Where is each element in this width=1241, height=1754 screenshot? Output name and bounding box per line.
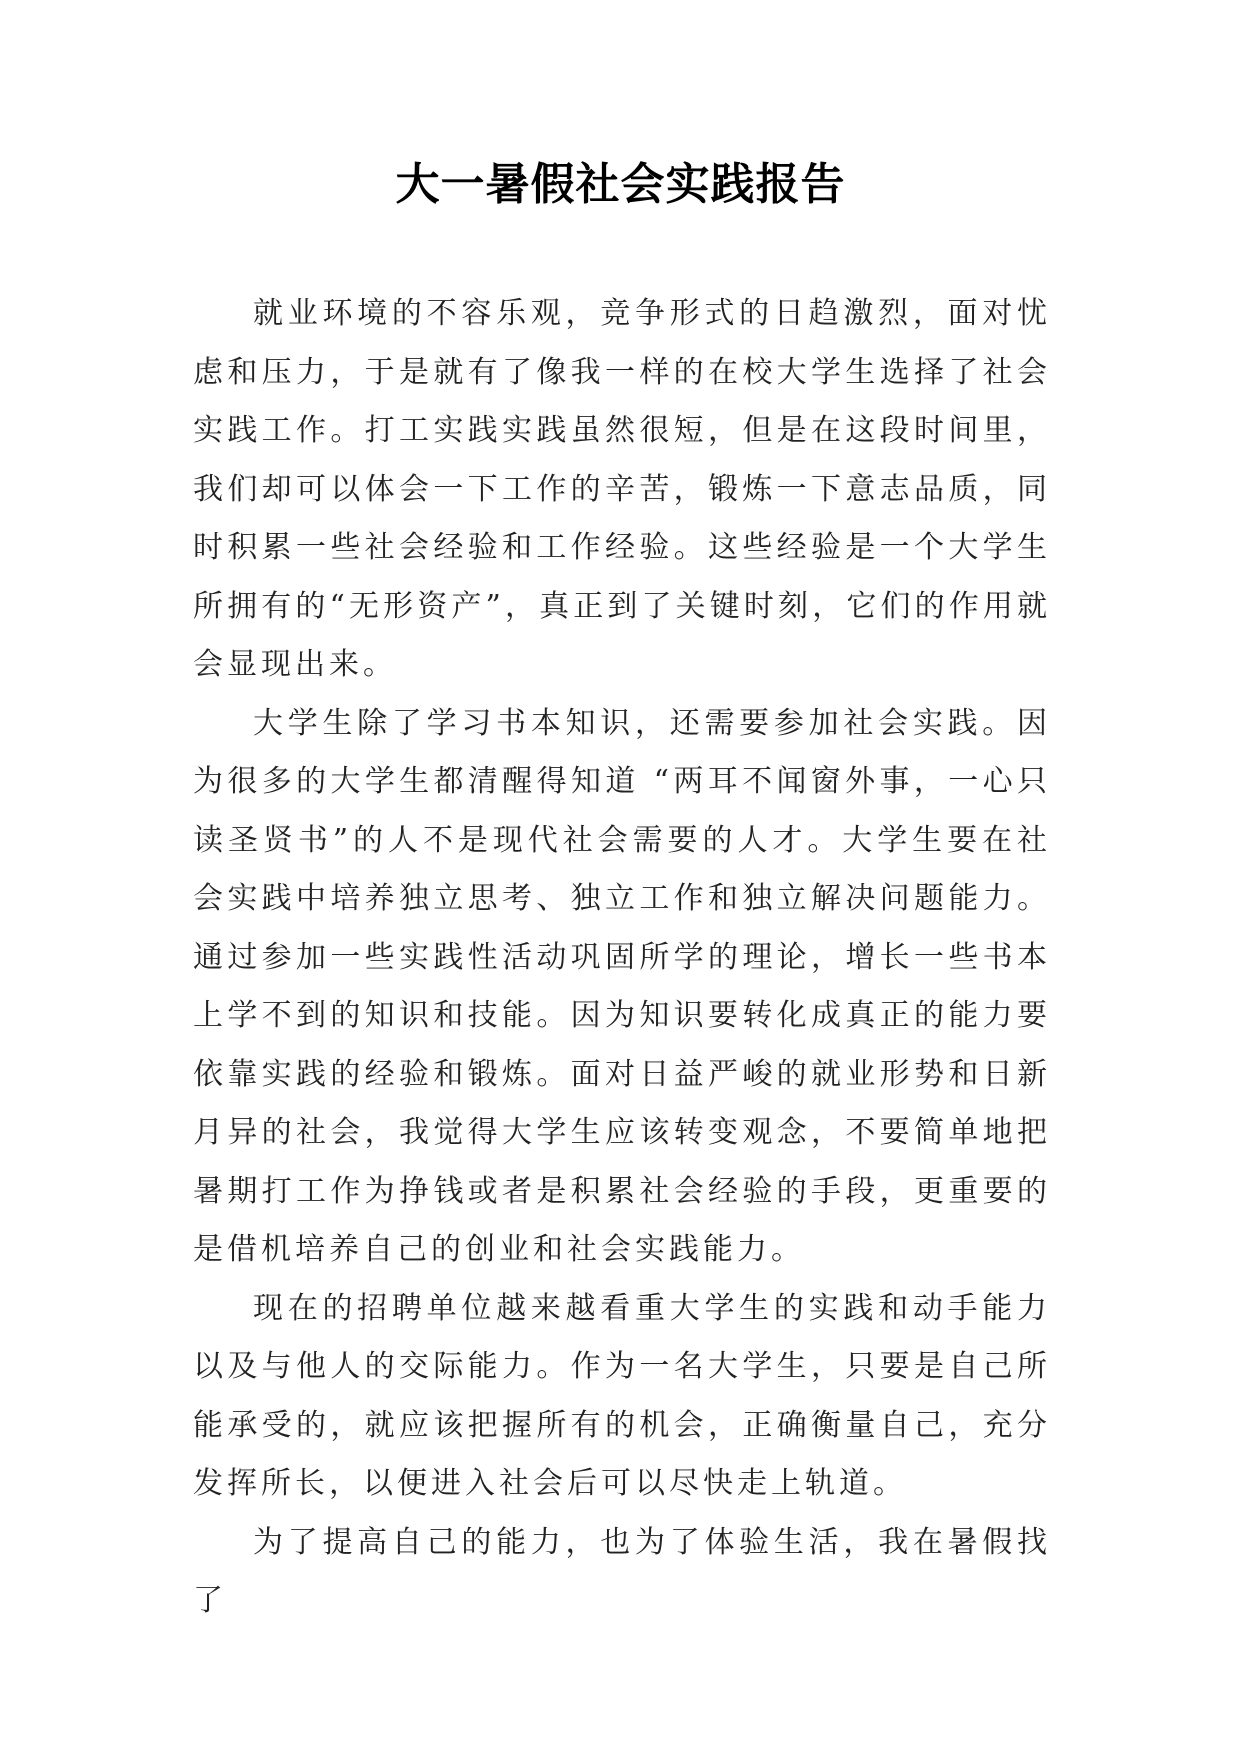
- paragraph-1: 就业环境的不容乐观，竞争形式的日趋激烈，面对忧虑和压力，于是就有了像我一样的在校大学生选择了社会实践工作。打工实践实践虽然很短，但是在这段时间里，我们却可以体会一下工作的辛苦，锻炼一下意志品质，同时积累一些社会经验和工作经验。这些经验是一个大学生所拥有的“无形资产”，真正到了关键时刻，它们的作用就会显现出来。: [193, 296, 1051, 682]
- document-title: 大一暑假社会实践报告: [395, 159, 846, 210]
- document-body: [193, 285, 1051, 1631]
- paragraph-3: 现在的招聘单位越来越看重大学生的实践和动手能力以及与他人的交际能力。作为一名大学生，只要是自己所能承受的，就应该把握所有的机会，正确衡量自己，充分发挥所长，以便进入社会后可以尽快走上轨道。: [193, 1290, 1051, 1501]
- paragraph-4: 为了提高自己的能力，也为了体验生活，我在暑假找了: [193, 1524, 1051, 1618]
- paragraph-2: 大学生除了学习书本知识，还需要参加社会实践。因为很多的大学生都清醒得知道 “两耳不闻窗外事，一心只读圣贤书”的人不是现代社会需要的人才。大学生要在社会实践中培养独立思考、独立工作和独立解决问题能力。通过参加一些实践性活动巩固所学的理论，增长一些书本上学不到的知识和技能。因为知识要转化成真正的能力要依靠实践的经验和锻炼。面对日益严峻的就业形势和日新月异的社会，我觉得大学生应该转变观念，不要简单地把暑期打工作为挣钱或者是积累社会经验的手段，更重要的是借机培养自己的创业和社会实践能力。: [193, 705, 1051, 1267]
